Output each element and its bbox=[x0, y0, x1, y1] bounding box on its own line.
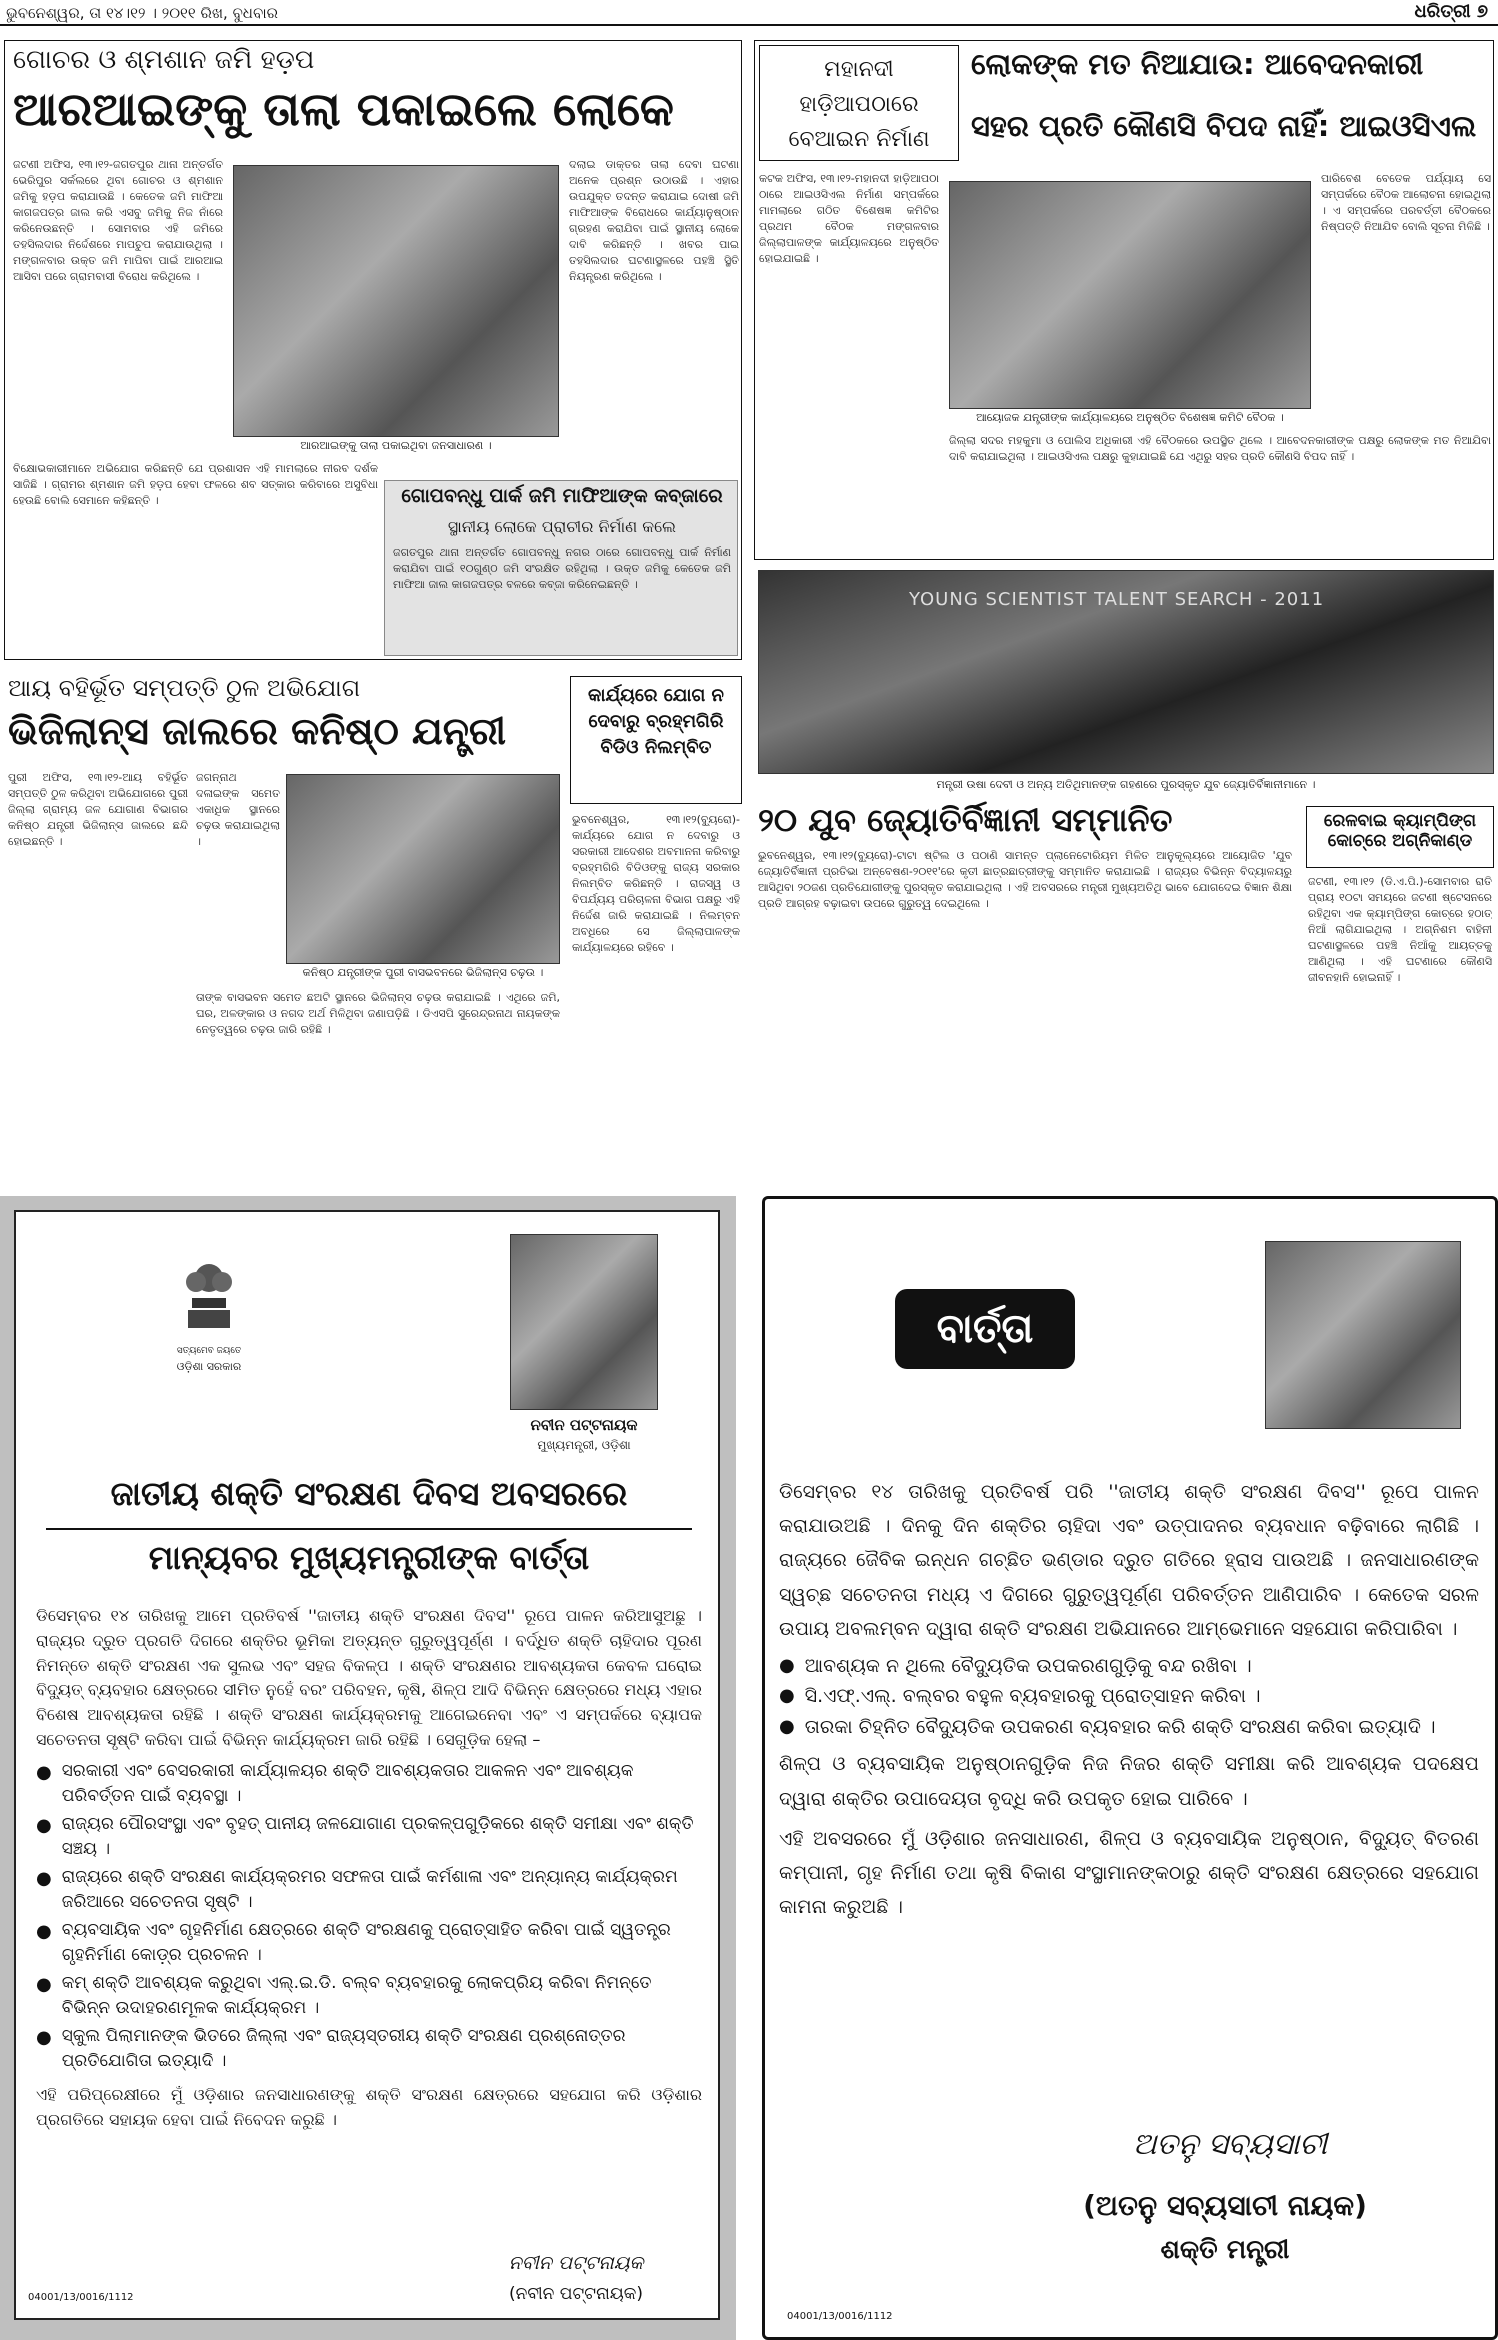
ad2-code: 04001/13/0016/1112 bbox=[787, 2311, 893, 2322]
ad1-signature: ନବୀନ ପଟ୍ଟନାୟକ bbox=[508, 2252, 644, 2274]
story6-banner: YOUNG SCIENTIST TALENT SEARCH - 2011 bbox=[909, 589, 1325, 610]
story1-caption: ଆରଆଇଙ୍କୁ ତାଲା ପକାଇଥିବା ଜନସାଧାରଣ । bbox=[300, 439, 492, 452]
story5-caption: ଆୟୋଜକ ଯନ୍ତ୍ରୀଙ୍କ କାର୍ଯ୍ୟାଳୟରେ ଅନୁଷ୍ଠିତ ବିଶେଷଜ୍ଞ କମିଟି ବୈଠକ । bbox=[976, 411, 1284, 424]
ad1-bullet-text: ରାଜ୍ୟରେ ଶକ୍ତି ସଂରକ୍ଷଣ କାର୍ଯ୍ୟକ୍ରମର ସଫଳତା ପାଇଁ କର୍ମଶାଳା ଏବଂ ଅନ୍ୟାନ୍ୟ କାର୍ଯ୍ୟକ୍ରମ ଜରିଆରେ ସଚେତନତା ସୃଷ୍ଟି । bbox=[61, 1866, 678, 1913]
ad1-bullet bbox=[36, 1971, 702, 2022]
story2-body: ଜଗତପୁର ଥାନା ଅନ୍ତର୍ଗତ ଗୋପବନ୍ଧୁ ନଗର ଠାରେ ଗୋପବନ୍ଧୁ ପାର୍କ ନିର୍ମାଣ କରାଯିବା ପାଇଁ ୧୦ଗୁଣ୍ଠ ଜମି ସଂରକ୍ଷିତ ରହିଥିଲା । ଉକ୍ତ ଜମିକୁ କେତେକ ଜମି ମାଫିଆ ଜାଲ କାଗଜପତ୍ର ବଳରେ କବ୍ଜା କରିନେଇଛନ୍ତି । bbox=[393, 546, 731, 591]
ad1-bullet-text: କମ୍ ଶକ୍ତି ଆବଶ୍ୟକ କରୁଥିବା ଏଲ୍.ଇ.ଡି. ବଲ୍ବ ବ୍ୟବହାରକୁ ଲୋକପ୍ରିୟ କରିବା ନିମନ୍ତେ ବିଭିନ୍ନ ଉଦାହରଣମୂଳକ କାର୍ଯ୍ୟକ୍ରମ । bbox=[61, 1972, 652, 2019]
ad1-bullet bbox=[36, 1865, 702, 1916]
bullet-icon: ● bbox=[779, 1654, 795, 1676]
masthead-page: ଧରିତ୍ରୀ ୭ bbox=[1414, 1, 1488, 22]
cm-name: ନବୀନ ପଟ୍ଟନାୟକ bbox=[530, 1416, 638, 1434]
ad2-title: ବାର୍ତ୍ତା bbox=[895, 1289, 1075, 1369]
ad2-sign-name: (ଅତନୁ ସବ୍ୟସାଚୀ ନାୟକ) bbox=[1083, 2189, 1367, 2222]
story1-headline: ଆରଆଇଙ୍କୁ ତାଲା ପକାଇଲେ ଲୋକେ bbox=[13, 82, 674, 136]
story5-kicker: ମହାନଦୀ ହାଡ଼ିଆପଠାରେ ବେଆଇନ ନିର୍ମାଣ bbox=[759, 45, 959, 161]
ad2-bullet-text: ତାରକା ଚିହ୍ନିତ ବୈଦ୍ୟୁତିକ ଉପକରଣ ବ୍ୟବହାର କରି ଶକ୍ତି ସଂରକ୍ଷଣ କରିବା ଇତ୍ୟାଦି । bbox=[804, 1715, 1436, 1738]
ad1-closing: ଏହି ପରିପ୍ରେକ୍ଷୀରେ ମୁଁ ଓଡ଼ିଶାର ଜନସାଧାରଣଙ୍କୁ ଶକ୍ତି ସଂରକ୍ଷଣ କ୍ଷେତ୍ରରେ ସହଯୋଗ କରି ଓଡ଼ିଶାର ପ୍ରଗତିରେ ସହାୟକ ହେବା ପାଇଁ ନିବେଦନ କରୁଛି । bbox=[36, 2084, 702, 2129]
ad1-title1: ଜାତୀୟ ଶକ୍ତି ସଂରକ୍ଷଣ ଦିବସ ଅବସରରେ bbox=[110, 1474, 628, 1513]
ad2-para2: ଶିଳ୍ପ ଓ ବ୍ୟବସାୟିକ ଅନୁଷ୍ଠାନଗୁଡ଼ିକ ନିଜ ନିଜର ଶକ୍ତି ସମୀକ୍ଷା କରି ଆବଶ୍ୟକ ପଦକ୍ଷେପ ଦ୍ୱାରା ଶକ୍ତିର ଉପାଦେୟତା ବୃଦ୍ଧି କରି ଉପକୃତ ହୋଇ ପାରିବେ । bbox=[779, 1753, 1479, 1810]
bullet-icon: ● bbox=[36, 2026, 52, 2048]
story1-kicker: ଗୋଚର ଓ ଶ୍ମଶାନ ଜମି ହଡ଼ପ bbox=[13, 45, 315, 75]
ad2-bullet-text: ସି.ଏଫ୍.ଏଲ୍. ବଲ୍ବର ବହୁଳ ବ୍ୟବହାରକୁ ପ୍ରୋତ୍ସାହନ କରିବା । bbox=[804, 1685, 1261, 1708]
ad1-bullet-text: ସରକାରୀ ଏବଂ ବେସରକାରୀ କାର୍ଯ୍ୟାଳୟର ଶକ୍ତି ଆବଶ୍ୟକତାର ଆକଳନ ଏବଂ ଆବଶ୍ୟକ ପରିବର୍ତ୍ତନ ପାଇଁ ବ୍ୟବସ୍ଥା । bbox=[61, 1760, 634, 1807]
bullet-icon: ● bbox=[36, 1920, 52, 1942]
story6-headline: ୨୦ ଯୁବ ଜ୍ୟୋତିର୍ବିଜ୍ଞାନୀ ସମ୍ମାନିତ bbox=[758, 801, 1173, 839]
story-bdo-suspended bbox=[570, 676, 742, 1188]
story1-col2: ଦଲାଇ ଡାକ୍ତର ତାଲା ଦେବା ଘଟଣା ଅନେକ ପ୍ରଶ୍ନ ଉଠାଉଛି । ଏହାର ଉପଯୁକ୍ତ ତଦନ୍ତ କରାଯାଇ ଦୋଷୀ ଜମି ମାଫିଆଙ୍କ ବିରୋଧରେ କାର୍ଯ୍ୟାନୁଷ୍ଠାନ ଗ୍ରହଣ କରାଯିବା ପାଇଁ ସ୍ଥାନୀୟ ଲୋକେ ଦାବି କରିଛନ୍ତି । ଖବର ପାଇ ତହସିଲଦାର ଘଟଣାସ୍ଥଳରେ ପହଞ୍ଚି ସ୍ଥିତି ନିୟନ୍ତ୍ରଣ କରିଥିଲେ । bbox=[569, 158, 739, 283]
story3-col1: ପୁରୀ ଅଫିସ, ୧୩।୧୨-ଆୟ ବହିର୍ଭୂତ ସମ୍ପତ୍ତି ଠୁଳ କରିଥିବା ଅଭିଯୋଗରେ ପୁରୀ ଜିଲ୍ଲା ଗ୍ରାମ୍ୟ ଜଳ ଯୋଗାଣ ବିଭାଗର କନିଷ୍ଠ ଯନ୍ତ୍ରୀ ଭିଜିଲାନ୍ସ ଜାଲରେ ଛନ୍ଦି ହୋଇଛନ୍ତି । bbox=[8, 771, 188, 848]
dateline: ଭୁବନେଶ୍ୱର, ତା ୧୪।୧୨ । ୨୦୧୧ ରିଖ, ବୁଧବାର bbox=[6, 4, 278, 22]
bullet-icon: ● bbox=[779, 1685, 795, 1707]
story-mahanadi bbox=[754, 40, 1494, 560]
ad2-bullet bbox=[779, 1682, 1479, 1711]
emblem-caption: ଓଡ଼ିଶା ସରକାର bbox=[176, 1360, 242, 1373]
ad2-sign-title: ଶକ୍ତି ମନ୍ତ୍ରୀ bbox=[1160, 2235, 1290, 2265]
ad2-intro: ଡିସେମ୍ବର ୧୪ ତାରିଖକୁ ପ୍ରତିବର୍ଷ ପରି ''ଜାତୀୟ ଶକ୍ତି ସଂରକ୍ଷଣ ଦିବସ'' ରୂପେ ପାଳନ କରାଯାଉଅଛି । ଦିନକୁ ଦିନ ଶକ୍ତିର ଚାହିଦା ଏବଂ ଉତ୍ପାଦନର ବ୍ୟବଧାନ ବଢ଼ିବାରେ ଲାଗିଛି । ରାଜ୍ୟରେ ଜୈବିକ ଇନ୍ଧନ ଗଚ୍ଛିତ ଭଣ୍ଡାର ଦ୍ରୁତ ଗତିରେ ହ୍ରାସ ପାଉଅଛି । ଜନସାଧାରଣଙ୍କ ସ୍ୱଚ୍ଛ ସଚେତନତା ମଧ୍ୟ ଏ ଦିଗରେ ଗୁରୁତ୍ୱପୂର୍ଣ୍ଣ ପରିବର୍ତ୍ତନ ଆଣିପାରିବ । କେତେକ ସରଳ ଉପାୟ ଅବଲମ୍ବନ ଦ୍ୱାରା ଶକ୍ତି ସଂରକ୍ଷଣ ଅଭିଯାନରେ ଆମ୍ଭେମାନେ ସହଯୋଗ କରିପାରିବା । bbox=[779, 1481, 1479, 1640]
story-gopabandhu-park bbox=[384, 480, 738, 656]
story5-col1: କଟକ ଅଫିସ, ୧୩।୧୨-ମହାନଦୀ ହାଡ଼ିଆପଠା ଠାରେ ଆଇଓସିଏଲ ନିର୍ମାଣ ସମ୍ପର୍କରେ ମାମଲାରେ ଗଠିତ ବିଶେଷଜ୍ଞ କମିଟିର ପ୍ରଥମ ବୈଠକ ମଙ୍ଗଳବାର ଜିଲ୍ଲାପାଳଙ୍କ କାର୍ଯ୍ୟାଳୟରେ ଅନୁଷ୍ଠିତ ହୋଇଯାଇଛି । bbox=[759, 172, 939, 265]
ad1-sign-name: (ନବୀନ ପଟ୍ଟନାୟକ) bbox=[509, 2284, 643, 2304]
cm-title: ମୁଖ୍ୟମନ୍ତ୍ରୀ, ଓଡ଼ିଶା bbox=[537, 1438, 631, 1452]
title-rule bbox=[46, 1528, 692, 1530]
story5-col4: ପାରିବେଶ ବେତେକ ପର୍ଯ୍ୟାୟ ସେ ସମ୍ପର୍କରେ ବୈଠକ ଆଲୋଚନା ହୋଇଥିଲା । ଏ ସମ୍ପର୍କରେ ପରବର୍ତ୍ତୀ ବୈଠକରେ ନିଷ୍ପତ୍ତି ନିଆଯିବ ବୋଲି ସୂଚନା ମିଳିଛି । bbox=[1321, 172, 1491, 233]
story3-body: ତାଙ୍କ ବାସଭବନ ସମେତ ଛଅଟି ସ୍ଥାନରେ ଭିଜିଲାନ୍ସ ଚଢ଼ଉ କରାଯାଇଛି । ଏଥିରେ ଜମି, ଘର, ଅଳଙ୍କାର ଓ ନଗଦ ଅର୍ଥ ମିଳିଥିବା ଜଣାପଡ଼ିଛି । ଡିଏସପି ସୁରେନ୍ଦ୍ରନାଥ ନାୟକଙ୍କ ନେତୃତ୍ୱରେ ଚଢ଼ଉ ଜାରି ରହିଛି । bbox=[196, 991, 560, 1036]
ad1-inner bbox=[14, 1210, 720, 2320]
bullet-icon: ● bbox=[36, 1761, 52, 1783]
story5-headline1: ଲୋକଙ୍କ ମତ ନିଆଯାଉ: ଆବେଦନକାରୀ bbox=[971, 47, 1424, 81]
ad1-code: 04001/13/0016/1112 bbox=[28, 2292, 134, 2303]
ad2-bullet-text: ଆବଶ୍ୟକ ନ ଥିଲେ ବୈଦ୍ୟୁତିକ ଉପକରଣଗୁଡ଼ିକୁ ବନ୍ଦ ରଖିବା । bbox=[804, 1654, 1252, 1677]
story3-photo bbox=[286, 774, 560, 964]
story4-body: ଭୁବନେଶ୍ୱର, ୧୩।୧୨(ବ୍ୟୁରୋ)-କାର୍ଯ୍ୟରେ ଯୋଗ ନ ଦେବାରୁ ଓ ସରକାରୀ ଆଦେଶର ଅବମାନନା କରିବାରୁ ବ୍ରହ୍ମଗିରି ବିଡିଓଙ୍କୁ ରାଜ୍ୟ ସରକାର ନିଲମ୍ବିତ କରିଛନ୍ତି । ରାଜସ୍ୱ ଓ ବିପର୍ଯ୍ୟୟ ପରିଚାଳନା ବିଭାଗ ପକ୍ଷରୁ ଏହି ନିର୍ଦ୍ଦେଶ ଜାରି କରାଯାଇଛି । ନିଲମ୍ବନ ଅବଧିରେ ସେ ଜିଲ୍ଲାପାଳଙ୍କ କାର୍ଯ୍ୟାଳୟରେ ରହିବେ । bbox=[572, 813, 740, 954]
story-railway-fire bbox=[1306, 806, 1494, 1190]
ad2-signature: ଅତନୁ ସବ୍ୟସାଚୀ bbox=[1132, 2127, 1328, 2162]
ad-energy-minister bbox=[762, 1196, 1498, 2340]
story1-col3: ବିକ୍ଷୋଭକାରୀମାନେ ଅଭିଯୋଗ କରିଛନ୍ତି ଯେ ପ୍ରଶାସନ ଏହି ମାମଲାରେ ନୀରବ ଦର୍ଶକ ସାଜିଛି । ଗ୍ରାମର ଶ୍ମଶାନ ଜମି ହଡ଼ପ ହେବା ଫଳରେ ଶବ ସତ୍କାର କରିବାରେ ଅସୁବିଧା ହେଉଛି ବୋଲି ସେମାନେ କହିଛନ୍ତି । bbox=[13, 462, 378, 507]
bullet-icon: ● bbox=[36, 1973, 52, 1995]
ad-cm-message bbox=[0, 1196, 736, 2340]
ad1-bullet bbox=[36, 1918, 702, 1969]
story3-caption: କନିଷ୍ଠ ଯନ୍ତ୍ରୀଙ୍କ ପୁରୀ ବାସଭବନରେ ଭିଜିଲାନ୍ସ ଚଢ଼ଉ । bbox=[302, 966, 544, 979]
story1-photo bbox=[233, 165, 559, 437]
story3-col2: ଜଗନ୍ନାଥ ଦଳାଇଙ୍କ ସମେତ ଏକାଧିକ ସ୍ଥାନରେ ଚଢ଼ଉ କରାଯାଇଥିଲା । bbox=[196, 771, 280, 848]
story2-headline: ଗୋପବନ୍ଧୁ ପାର୍କ ଜମି ମାଫିଆଙ୍କ କବ୍ଜାରେ bbox=[401, 485, 723, 507]
ad2-bullet bbox=[779, 1713, 1479, 1742]
bullet-icon: ● bbox=[36, 1814, 52, 1836]
ad1-bullet-text: ରାଜ୍ୟର ପୌରସଂସ୍ଥା ଏବଂ ବୃହତ୍ ପାନୀୟ ଜଳଯୋଗାଣ ପ୍ରକଳ୍ପଗୁଡ଼ିକରେ ଶକ୍ତି ସମୀକ୍ଷା ଏବଂ ଶକ୍ତି ସଞ୍ଚୟ । bbox=[61, 1813, 694, 1860]
story2-sub: ସ୍ଥାନୀୟ ଲୋକେ ପ୍ରାଚୀର ନିର୍ମାଣ କଲେ bbox=[447, 517, 677, 536]
story6-caption: ମନ୍ତ୍ରୀ ଉଷା ଦେବୀ ଓ ଅନ୍ୟ ଅତିଥିମାନଙ୍କ ଗହଣରେ ପୁରସ୍କୃତ ଯୁବ ଜ୍ୟୋତିର୍ବିଜ୍ଞାନୀମାନେ । bbox=[936, 778, 1316, 791]
story3-headline: ଭିଜିଲାନ୍ସ ଜାଲରେ କନିଷ୍ଠ ଯନ୍ତ୍ରୀ bbox=[8, 709, 507, 753]
story5-body: ଜିଲ୍ଲା ସଦର ମହକୁମା ଓ ପୋଲିସ ଅଧିକାରୀ ଏହି ବୈଠକରେ ଉପସ୍ଥିତ ଥିଲେ । ଆବେଦନକାରୀଙ୍କ ପକ୍ଷରୁ ଲୋକଙ୍କ ମତ ନିଆଯିବା ଦାବି କରାଯାଇଥିଲା । ଆଇଓସିଏଲ ପକ୍ଷରୁ କୁହାଯାଇଛି ଯେ ଏଥିରୁ ସହର ପ୍ରତି କୌଣସି ବିପଦ ନାହିଁ । bbox=[949, 434, 1491, 463]
bullet-icon: ● bbox=[36, 1867, 52, 1889]
story1-col1: ଜଟଣୀ ଅଫିସ, ୧୩।୧୨-ଜଗତପୁର ଥାନା ଅନ୍ତର୍ଗତ ଭେରିପୁର ସର୍କଲରେ ଥିବା ଗୋଚର ଓ ଶ୍ମଶାନ ଜମିକୁ ହଡ଼ପ କରାଯାଉଛି । କେତେକ ଜମି ମାଫିଆ କାଗଜପତ୍ର ଜାଲ କରି ଏସବୁ ଜମିକୁ ନିଜ ନାଁରେ କରିନେଉଛନ୍ତି । ସୋମବାର ଏହି ଜମିରେ ତହସିଲଦାର ନିର୍ଦ୍ଦେଶରେ ମାପଚୁପ କରାଯାଉଥିଲା । ମଙ୍ଗଳବାର ଉକ୍ତ ଜମି ମାପିବା ପାଇଁ ଆରଆଇ ଆସିବା ପରେ ଗ୍ରାମବାସୀ ବିରୋଧ କରିଥିଲେ । bbox=[13, 158, 223, 283]
story-vigilance bbox=[4, 668, 564, 1188]
emblem-motto: ସତ୍ୟମେବ ଜୟତେ bbox=[176, 1346, 242, 1356]
story5-photo bbox=[949, 181, 1311, 409]
cm-portrait bbox=[510, 1234, 658, 1410]
ad2-para3: ଏହି ଅବସରରେ ମୁଁ ଓଡ଼ିଶାର ଜନସାଧାରଣ, ଶିଳ୍ପ ଓ ବ୍ୟବସାୟିକ ଅନୁଷ୍ଠାନ, ବିଦ୍ୟୁତ୍ ବିତରଣ କମ୍ପାନୀ, ଗୃହ ନିର୍ମାଣ ତଥା କୃଷି ବିକାଶ ସଂସ୍ଥାମାନଙ୍କଠାରୁ ଶକ୍ତି ସଂରକ୍ଷଣ କ୍ଷେତ୍ରରେ ସହଯୋଗ କାମନା କରୁଅଛି । bbox=[779, 1827, 1479, 1919]
bullet-icon: ● bbox=[779, 1715, 795, 1737]
ad1-bullet-text: ସ୍କୁଲ ପିଲାମାନଙ୍କ ଭିତରେ ଜିଲ୍ଲା ଏବଂ ରାଜ୍ୟସ୍ତରୀୟ ଶକ୍ତି ସଂରକ୍ଷଣ ପ୍ରଶ୍ନୋତ୍ତର ପ୍ରତିଯୋଗିତା ଇତ୍ୟାଦି । bbox=[61, 2025, 626, 2072]
ad1-bullet bbox=[36, 2024, 702, 2075]
ad1-title2: ମାନ୍ୟବର ମୁଖ୍ୟମନ୍ତ୍ରୀଙ୍କ ବାର୍ତ୍ତା bbox=[148, 1538, 590, 1577]
ad2-bullet bbox=[779, 1652, 1479, 1681]
story4-headline: କାର୍ଯ୍ୟରେ ଯୋଗ ନ ଦେବାରୁ ବ୍ରହ୍ମଗିରି ବିଡିଓ ନିଲମ୍ବିତ bbox=[570, 676, 742, 804]
minister-portrait bbox=[1265, 1241, 1461, 1429]
story3-kicker: ଆୟ ବହିର୍ଭୂତ ସମ୍ପତ୍ତି ଠୁଳ ଅଭିଯୋଗ bbox=[8, 674, 361, 702]
story5-headline2: ସହର ପ୍ରତି କୌଣସି ବିପଦ ନାହିଁ: ଆଇଓସିଏଲ bbox=[971, 109, 1477, 143]
state-emblem-icon bbox=[174, 1254, 244, 1344]
ad2-body bbox=[779, 1475, 1479, 2095]
story7-headline: ରେଳବାଇ କ୍ୟାମ୍ପିଙ୍ଗ କୋଚ୍‌ରେ ଅଗ୍ନିକାଣ୍ଡ bbox=[1306, 806, 1494, 868]
story-young-astronomers bbox=[758, 800, 1298, 1190]
story6-body: ଭୁବନେଶ୍ୱର, ୧୩।୧୨(ବ୍ୟୁରୋ)-ଟାଟା ଷ୍ଟିଲ ଓ ପଠାଣି ସାମନ୍ତ ପ୍ଲାନେଟୋରିୟମ ମିଳିତ ଆନୁକୂଲ୍ୟରେ ଆୟୋଜିତ 'ଯୁବ ଜ୍ୟୋତିର୍ବିଜ୍ଞାନୀ ପ୍ରତିଭା ଅନ୍ବେଷଣ-୨୦୧୧'ରେ କୃତୀ ଛାତ୍ରଛାତ୍ରୀଙ୍କୁ ସମ୍ମାନିତ କରାଯାଇଛି । ରାଜ୍ୟର ବିଭିନ୍ନ ବିଦ୍ୟାଳୟରୁ ଆସିଥିବା ୨୦ଜଣ ପ୍ରତିଯୋଗୀଙ୍କୁ ପୁରସ୍କୃତ କରାଯାଇଥିଲା । ଏହି ଅବସରରେ ମନ୍ତ୍ରୀ ମୁଖ୍ୟଅତିଥି ଭାବେ ଯୋଗଦେଇ ବିଜ୍ଞାନ ଶିକ୍ଷା ପ୍ରତି ଆଗ୍ରହ ବଢ଼ାଇବା ଉପରେ ଗୁରୁତ୍ୱ ଦେଇଥିଲେ । bbox=[758, 849, 1292, 910]
page-header bbox=[0, 0, 1498, 26]
ad1-bullet-text: ବ୍ୟବସାୟିକ ଏବଂ ଗୃହନିର୍ମାଣ କ୍ଷେତ୍ରରେ ଶକ୍ତି ସଂରକ୍ଷଣକୁ ପ୍ରୋତ୍ସାହିତ କରିବା ପାଇଁ ସ୍ୱତନ୍ତ୍ର ଗୃହନିର୍ମାଣ କୋଡ଼୍‌ର ପ୍ରଚଳନ । bbox=[61, 1919, 671, 1966]
story7-body: ଜଟଣୀ, ୧୩।୧୨ (ଡି.ଏ.ପି.)-ସୋମବାର ରାତି ପ୍ରାୟ ୧୦ଟା ସମୟରେ ଜଟଣୀ ଷ୍ଟେସନରେ ରହିଥିବା ଏକ କ୍ୟାମ୍ପିଙ୍ଗ କୋଚ୍‌ରେ ହଠାତ୍ ନିଆଁ ଲାଗିଯାଇଥିଲା । ଅଗ୍ନିଶମ ବାହିନୀ ଘଟଣାସ୍ଥଳରେ ପହଞ୍ଚି ନିଆଁକୁ ଆୟତ୍ତକୁ ଆଣିଥିଲା । ଏହି ଘଟଣାରେ କୌଣସି ଜୀବନହାନି ହୋଇନାହିଁ । bbox=[1308, 875, 1492, 984]
story6-photo bbox=[758, 570, 1494, 774]
ad1-intro: ଡିସେମ୍ବର ୧୪ ତାରିଖକୁ ଆମେ ପ୍ରତିବର୍ଷ ''ଜାତୀୟ ଶକ୍ତି ସଂରକ୍ଷଣ ଦିବସ'' ରୂପେ ପାଳନ କରିଆସୁଅଛୁ । ରାଜ୍ୟର ଦ୍ରୁତ ପ୍ରଗତି ଦିଗରେ ଶକ୍ତିର ଭୂମିକା ଅତ୍ୟନ୍ତ ଗୁରୁତ୍ୱପୂର୍ଣ୍ଣ । ବର୍ଦ୍ଧିତ ଶକ୍ତି ଚାହିଦାର ପୂରଣ ନିମନ୍ତେ ଶକ୍ତି ସଂରକ୍ଷଣ ଏକ ସୁଲଭ ଏବଂ ସହଜ ବିକଳ୍ପ । ଶକ୍ତି ସଂରକ୍ଷଣର ଆବଶ୍ୟକତା କେବଳ ଘରୋଇ ବିଦ୍ୟୁତ୍ ବ୍ୟବହାର କ୍ଷେତ୍ରରେ ସୀମିତ ନୁହେଁ ବରଂ ପରିବହନ, କୃଷି, ଶିଳ୍ପ ଆଦି ବିଭିନ୍ନ କ୍ଷେତ୍ରରେ ମଧ୍ୟ ଏହାର ବିଶେଷ ଆବଶ୍ୟକତା ରହିଛି । ଶକ୍ତି ସଂରକ୍ଷଣ କାର୍ଯ୍ୟକ୍ରମକୁ ଆଗେଇନେବା ଏବଂ ଏ ସମ୍ପର୍କରେ ବ୍ୟାପକ ସଚେତନତା ସୃଷ୍ଟି କରିବା ପାଇଁ ବିଭିନ୍ନ କାର୍ଯ୍ୟକ୍ରମ ଜାରି ରହିଛି । ସେଗୁଡ଼ିକ ହେଲା – bbox=[36, 1606, 702, 1749]
ad1-body bbox=[36, 1604, 702, 2264]
ad1-bullet bbox=[36, 1812, 702, 1863]
ad1-bullet bbox=[36, 1759, 702, 1810]
